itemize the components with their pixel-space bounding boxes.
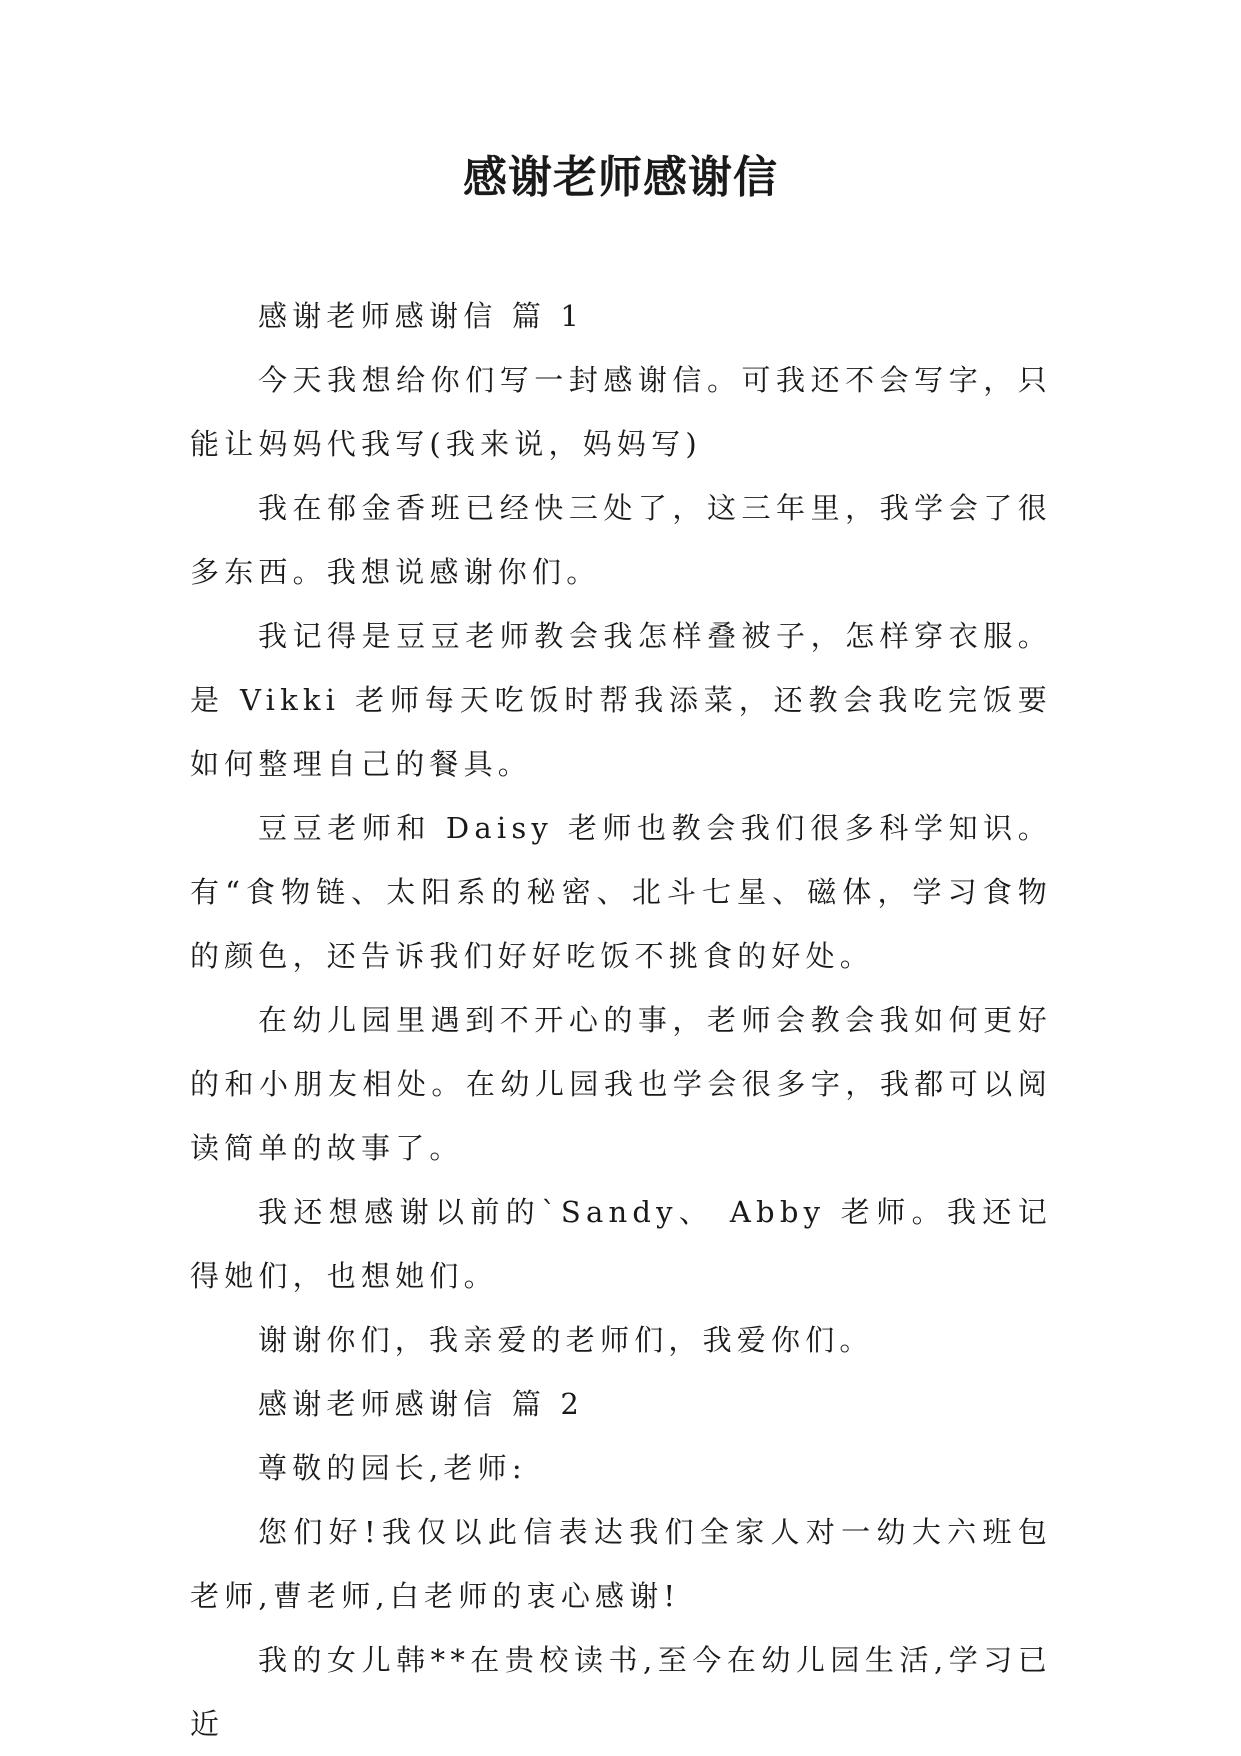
- paragraph: 豆豆老师和 Daisy 老师也教会我们很多科学知识。有“食物链、太阳系的秘密、北斗七星、磁体，学习食物的颜色，还告诉我们好好吃饭不挑食的好处。: [190, 811, 1052, 973]
- paragraph: 谢谢你们，我亲爱的老师们，我爱你们。: [258, 1323, 874, 1357]
- paragraph: 我的女儿韩**在贵校读书,至今在幼儿园生活,学习已近: [190, 1643, 1052, 1741]
- paragraph: 我在郁金香班已经快三处了，这三年里，我学会了很多东西。我想说感谢你们。: [190, 491, 1052, 589]
- paragraph: 我记得是豆豆老师教会我怎样叠被子，怎样穿衣服。是 Vikki 老师每天吃饭时帮我添菜，还教会我吃完饭要如何整理自己的餐具。: [190, 619, 1052, 781]
- section-heading-1: 感谢老师感谢信 篇 1: [258, 299, 585, 333]
- paragraph: 今天我想给你们写一封感谢信。可我还不会写字，只能让妈妈代我写(我来说，妈妈写): [190, 363, 1052, 461]
- salutation: 尊敬的园长,老师:: [258, 1451, 527, 1485]
- document-body: [190, 284, 1052, 1756]
- section-heading-2: 感谢老师感谢信 篇 2: [258, 1387, 585, 1421]
- paragraph: 您们好!我仅以此信表达我们全家人对一幼大六班包老师,曹老师,白老师的衷心感谢!: [190, 1515, 1052, 1613]
- document-title: 感谢老师感谢信: [463, 152, 778, 203]
- paragraph: 在幼儿园里遇到不开心的事，老师会教会我如何更好的和小朋友相处。在幼儿园我也学会很多字，我都可以阅读简单的故事了。: [190, 1003, 1052, 1165]
- paragraph: 我还想感谢以前的`Sandy、 Abby 老师。我还记得她们，也想她们。: [190, 1195, 1052, 1293]
